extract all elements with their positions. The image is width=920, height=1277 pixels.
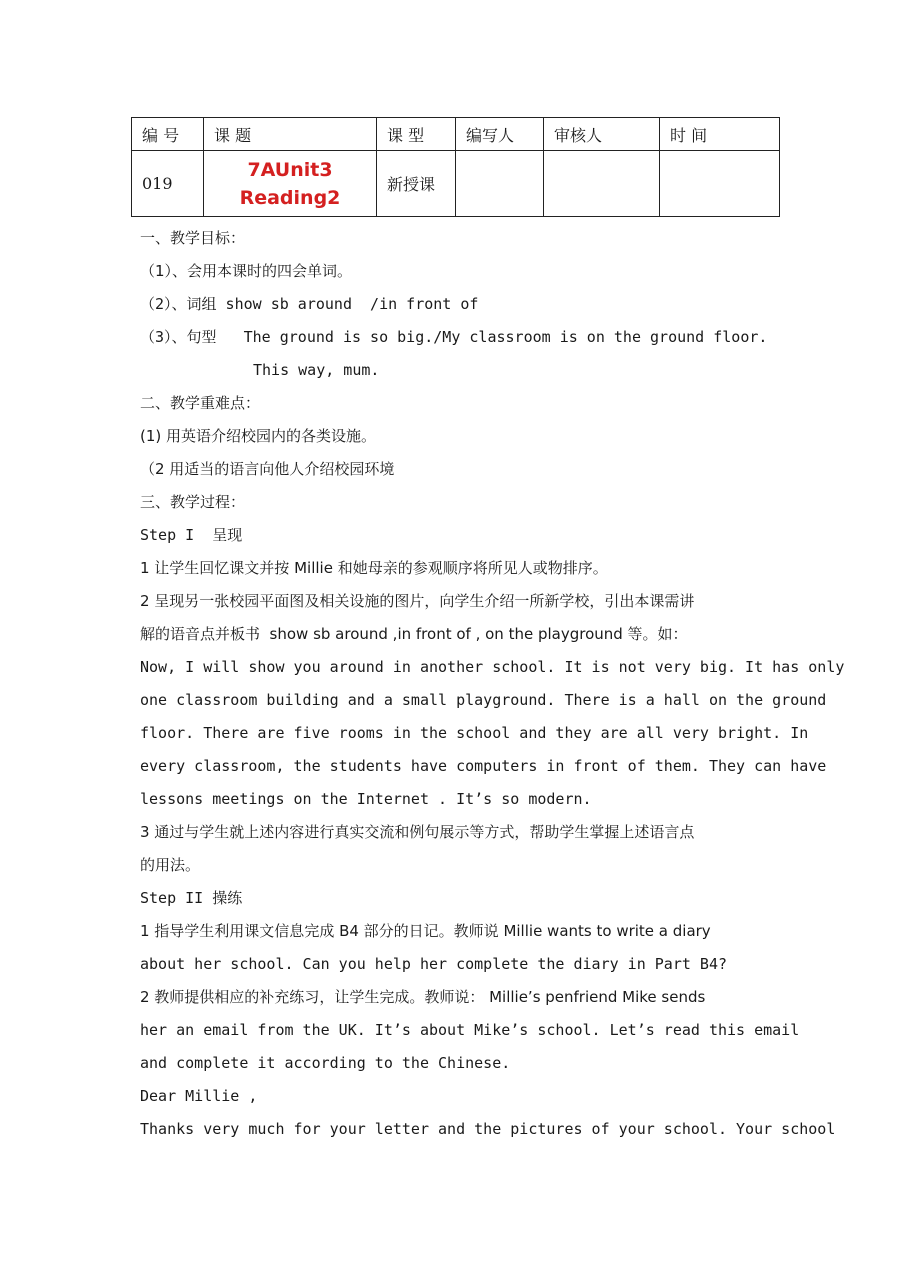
paragraph-line: 3 通过与学生就上述内容进行真实交流和例句展示等方式，帮助学生掌握上述语言点 (140, 823, 695, 841)
list-item: (1) 用英语介绍校园内的各类设施。 (140, 427, 377, 445)
cell-author (456, 151, 544, 217)
paragraph-line: and complete it according to the Chinese. (140, 1054, 511, 1072)
section-heading: 三、教学过程： (140, 493, 246, 511)
table-data-row (132, 151, 780, 217)
list-item: （3）、句型 The ground is so big./My classroom is on the ground floor. (140, 328, 768, 346)
list-item: （1）、会用本课时的四会单词。 (140, 262, 353, 280)
step-heading: Step II 操练 (140, 889, 243, 907)
header-number: 编 号 (132, 118, 204, 151)
paragraph-line: every classroom, the students have computers in front of them. They can have (140, 757, 827, 775)
header-reviewer: 审核人 (544, 118, 660, 151)
paragraph-line: 2 教师提供相应的补充练习，让学生完成。教师说： Millie’s penfriend Mike sends (140, 988, 706, 1006)
cell-title (204, 151, 377, 217)
paragraph-line: lessons meetings on the Internet . It’s so modern. (140, 790, 592, 808)
paragraph-line: about her school. Can you help her complete the diary in Part B4? (140, 955, 727, 973)
paragraph-line: Now, I will show you around in another school. It is not very big. It has only (140, 658, 845, 676)
header-author: 编写人 (456, 118, 544, 151)
cell-type: 新授课 (377, 151, 456, 217)
header-time: 时 间 (660, 118, 780, 151)
letter-greeting: Dear Millie , (140, 1087, 258, 1105)
lesson-info-table (131, 117, 780, 217)
section-heading: 一、教学目标： (140, 229, 246, 247)
paragraph-line: 1 让学生回忆课文并按 Millie 和她母亲的参观顺序将所见人或物排序。 (140, 559, 608, 577)
step-heading: Step I 呈现 (140, 526, 243, 544)
lesson-body (140, 222, 845, 1146)
table-header-row (132, 118, 780, 151)
paragraph-line: her an email from the UK. It’s about Mike’s school. Let’s read this email (140, 1021, 800, 1039)
title-line-1: 7AUnit3 (247, 158, 333, 181)
list-item: （2 用适当的语言向他人介绍校园环境 (140, 460, 395, 478)
section-heading: 二、教学重难点： (140, 394, 261, 412)
letter-line: Thanks very much for your letter and the pictures of your school. Your school (140, 1120, 836, 1138)
header-title: 课 题 (204, 118, 377, 151)
list-item-continuation: This way, mum. (253, 361, 380, 379)
cell-reviewer (544, 151, 660, 217)
paragraph-line: one classroom building and a small playground. There is a hall on the ground (140, 691, 827, 709)
list-item: （2）、词组 show sb around /in front of (140, 295, 479, 313)
paragraph-line: floor. There are five rooms in the school and they are all very bright. In (140, 724, 809, 742)
paragraph-line: 的用法。 (140, 856, 201, 874)
header-type: 课 型 (377, 118, 456, 151)
paragraph-line: 1 指导学生利用课文信息完成 B4 部分的日记。教师说 Millie wants to write a diary (140, 922, 711, 940)
cell-number: 019 (132, 151, 204, 217)
title-line-2: Reading2 (239, 186, 341, 209)
cell-time (660, 151, 780, 217)
paragraph-line: 解的语音点并板书 show sb around ,in front of , on the playground 等。如： (140, 625, 688, 643)
paragraph-line: 2 呈现另一张校园平面图及相关设施的图片，向学生介绍一所新学校，引出本课需讲 (140, 592, 695, 610)
